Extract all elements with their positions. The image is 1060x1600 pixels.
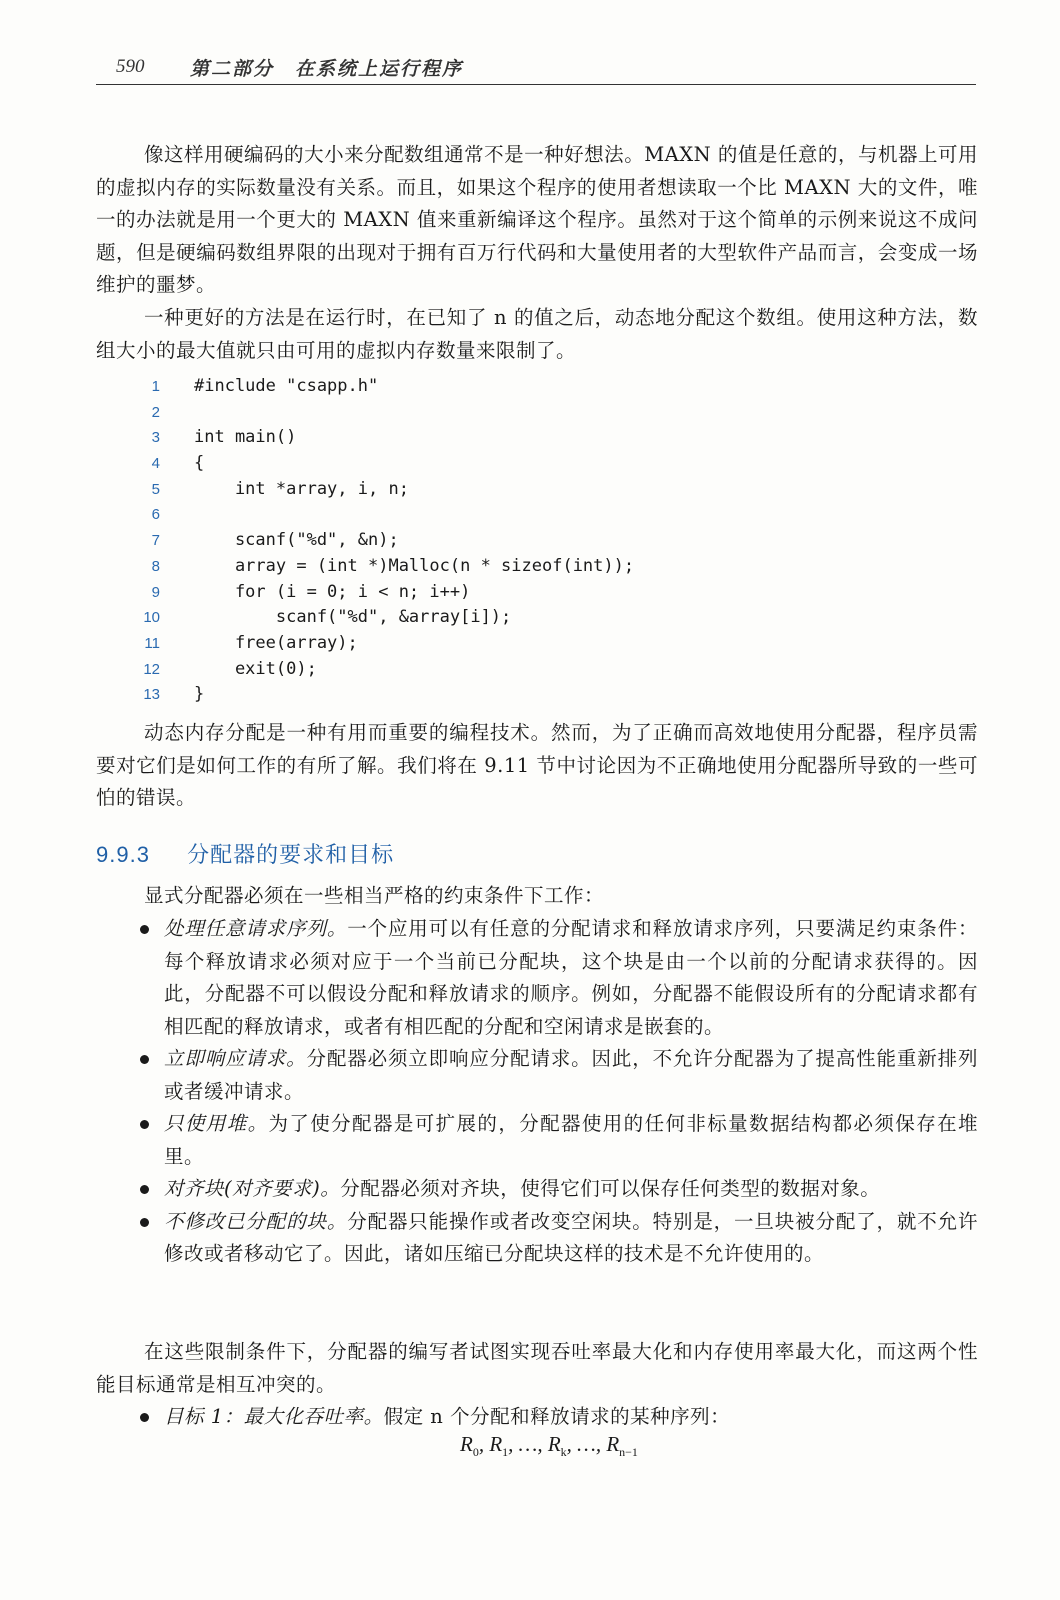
- paragraph-2-container: [96, 302, 978, 367]
- code-line: [130, 605, 830, 631]
- line-number: 7: [151, 532, 160, 550]
- code-text: scanf("%d", &n);: [194, 530, 399, 551]
- line-number: 10: [143, 609, 160, 627]
- paragraph-3-container: [96, 717, 978, 815]
- part-title: 第二部分 在系统上运行程序: [190, 58, 464, 80]
- code-text: exit(0);: [194, 658, 317, 679]
- code-text: scanf("%d", &array[i]);: [194, 607, 512, 628]
- goals-list: [140, 1401, 978, 1434]
- line-number: 1: [151, 378, 160, 395]
- line-number: 2: [151, 403, 160, 421]
- paragraph-5-container: [96, 1336, 978, 1401]
- constraint-title: 处理任意请求序列。: [164, 917, 348, 940]
- code-line: [130, 682, 830, 708]
- line-number: 13: [143, 686, 160, 704]
- constraint-title: 不修改已分配的块。: [164, 1209, 348, 1233]
- goal-text: 假定 n 个分配和释放请求的某种序列：: [383, 1405, 731, 1428]
- code-text: array = (int *)Malloc(n * sizeof(int));: [194, 555, 635, 576]
- code-text: #include "csapp.h": [194, 376, 379, 396]
- paragraph-4-container: [96, 880, 978, 913]
- paragraph-5: 在这些限制条件下，分配器的编写者试图实现吞吐率最大化和内存使用率最大化，而这两个性能目标通常是相互冲突的。: [96, 1340, 978, 1396]
- constraint-text: 分配器只能操作或者改变空闲块。特别是，一旦块被分配了，就不允许修改或者移动它了。因此，诸如压缩已分配块这样的技术是不允许使用的。: [164, 1209, 978, 1265]
- paragraph-2: 一种更好的方法是在运行时，在已知了 n 的值之后，动态地分配这个数组。使用这种方法，数组大小的最大值就只由可用的虚拟内存数量来限制了。: [96, 306, 978, 362]
- code-listing: [130, 374, 830, 708]
- code-text: int main(): [194, 427, 297, 448]
- line-number: 3: [151, 429, 160, 447]
- paragraph-1: 像这样用硬编码的大小来分配数组通常不是一种好想法。MAXN 的值是任意的，与机器上可用的虚拟内存的实际数量没有关系。而且，如果这个程序的使用者想读取一个比 MAXN 大的文件，唯一的办法就是用一个更大的 MAXN 值来重新编译这个程序。虽然对于这个简单的示例来说这不成问题，但是硬编码数组界限的出现对于拥有百万行代码和大量使用者的大型软件产品而言，会变成一场维护的噩梦。: [96, 143, 978, 296]
- line-number: 8: [151, 557, 160, 575]
- constraint-item: [140, 913, 978, 1043]
- constraint-title: 只使用堆。: [164, 1112, 269, 1135]
- constraint-item: [140, 1043, 978, 1108]
- paragraph-3: 动态内存分配是一种有用而重要的编程技术。然而，为了正确而高效地使用分配器，程序员需要对它们是如何工作的有所了解。我们将在 9.11 节中讨论因为不正确地使用分配器所导致的一些可怕的错误。: [96, 721, 978, 809]
- code-line: [130, 502, 830, 528]
- code-line: [130, 400, 830, 426]
- paragraph-4: 显式分配器必须在一些相当严格的约束条件下工作：: [144, 884, 605, 907]
- constraints-list: [140, 913, 978, 1271]
- constraint-text: 为了使分配器是可扩展的，分配器使用的任何非标量数据结构都必须保存在堆里。: [164, 1112, 978, 1168]
- code-text: }: [194, 684, 205, 705]
- constraint-text: 分配器必须立即响应分配请求。因此，不允许分配器为了提高性能重新排列或者缓冲请求。: [164, 1047, 978, 1103]
- line-number: 11: [144, 634, 160, 652]
- code-line: [130, 374, 830, 400]
- line-number: 4: [151, 455, 160, 473]
- code-line: [130, 631, 830, 657]
- goal-item: [140, 1401, 978, 1434]
- page-number: 590: [116, 56, 145, 77]
- line-number: 5: [151, 480, 160, 498]
- code-line: [130, 477, 830, 503]
- constraint-item: [140, 1173, 978, 1206]
- code-text: for (i = 0; i < n; i++): [194, 581, 471, 602]
- constraint-text: 分配器必须对齐块，使得它们可以保存任何类型的数据对象。: [340, 1177, 881, 1200]
- code-line: [130, 528, 830, 554]
- line-number: 6: [151, 506, 160, 524]
- code-line: [130, 580, 830, 606]
- constraint-title: 立即响应请求。: [164, 1047, 307, 1070]
- constraint-item: [140, 1206, 978, 1271]
- constraint-text: 一个应用可以有任意的分配请求和释放请求序列，只要满足约束条件：每个释放请求必须对应于一个当前已分配块，这个块是由一个以前的分配请求获得的。因此，分配器不可以假设分配和释放请求的顺序。例如，分配器不能假设所有的分配请求都有相匹配的释放请求，或者有相匹配的分配和空闲请求是嵌套的。: [164, 917, 978, 1038]
- goal-title: 目标 1：最大化吞吐率。: [164, 1405, 384, 1428]
- code-text: free(array);: [194, 632, 358, 653]
- paragraph-1-container: [96, 139, 978, 302]
- request-sequence-formula: $R_0$, $R_1$, …, $R_k$, …, $R_{n-1}$: [460, 1432, 638, 1460]
- constraint-item: [140, 1108, 978, 1173]
- line-number: 9: [151, 583, 160, 601]
- section-number: 9.9.3: [96, 842, 150, 867]
- code-text: {: [194, 453, 205, 474]
- code-line: [130, 657, 830, 683]
- section-heading: [96, 838, 394, 869]
- line-number: 12: [143, 660, 160, 678]
- section-title: 分配器的要求和目标: [187, 842, 395, 867]
- code-text: int *array, i, n;: [194, 478, 409, 499]
- page-header: [96, 50, 976, 85]
- code-line: [130, 554, 830, 580]
- code-line: [130, 425, 830, 451]
- code-line: [130, 451, 830, 477]
- constraint-title: 对齐块(对齐要求)。: [164, 1177, 341, 1200]
